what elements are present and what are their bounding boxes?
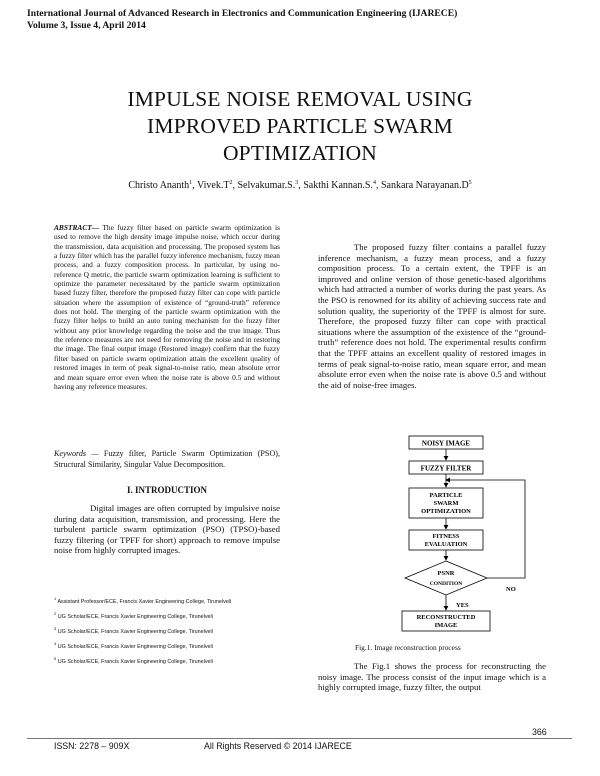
- noisy-image-label: NOISY IMAGE: [421, 439, 471, 448]
- title-line-3: OPTIMIZATION: [222, 141, 378, 165]
- body-paragraph: [318, 242, 546, 390]
- fitness-label-1: FITNESS: [432, 533, 460, 540]
- recon-label-1: RECONSTRUCTED: [416, 614, 476, 621]
- psnr-decision: [405, 561, 487, 595]
- journal-volume: Volume 3, Issue 4, April 2014: [27, 20, 146, 31]
- yes-label: YES: [456, 602, 469, 609]
- title-line-1: IMPULSE NOISE REMOVAL USING: [127, 87, 473, 111]
- intro-paragraph: [54, 503, 280, 556]
- author-sup: 1: [189, 180, 193, 186]
- fuzzy-filter-label: FUZZY FILTER: [420, 464, 472, 473]
- body-text: The proposed fuzzy filter contains a parallel fuzzy inference mechanism, a fuzzy mean process, and a fuzzy composition process. To a certain extent, the TPFF is an improved and online version of those genetic-based algorithms which had attracted a number of works during the past years. As the PSO is renowned for its ability of achieving success rate and solution quality, the superiority of the TPFF is almost for sure. Therefore, the proposed fuzzy filter can cope with practical situations where the assumption of the existence of the “ground-truth” reference does not hold. The experimental results confirm that the TPFF attains an excellent quality of restored images in terms of peak signal-to-noise ratio, mean square error, and mean absolute error even when the noise rate is above 0.5 and without the aid of noise-free images.: [318, 242, 546, 390]
- journal-name: International Journal of Advanced Research in Electronics and Communication Engineering (IJARECE): [27, 8, 458, 19]
- author-sup: 4: [372, 180, 376, 186]
- figure-caption: Fig.1. Image reconstruction process: [355, 643, 461, 652]
- author-list: Christo Ananth$^1$, $Vivek.T^2$, Selvakumar.S.$^3$, Sakthi Kannan.S.$^4$, Sankara $Narayanan.D^5$: [128, 180, 472, 191]
- author: Selvakumar.S.: [237, 180, 296, 191]
- footnote: $^5$ UG Scholar/ECE, Francis Xavier Engineering College, Tirunelveli: [54, 656, 213, 665]
- author: Sakthi Kannan.S.: [303, 180, 373, 191]
- section-heading: I. INTRODUCTION: [126, 485, 207, 495]
- pso-label-2: SWARM: [433, 500, 459, 507]
- paper-title: [0, 86, 600, 167]
- body-paragraph: [318, 661, 546, 693]
- journal-header: [27, 8, 457, 32]
- pso-label-3: OPTIMIZATION: [421, 508, 471, 515]
- recon-label-2: IMAGE: [434, 622, 458, 629]
- footer-rights: All Rights Reserved © 2014 IJARECE: [204, 741, 352, 751]
- title-line-2: IMPROVED PARTICLE SWARM: [147, 114, 453, 138]
- keywords-text: Fuzzy filter, Particle Swarm Optimization (PSO), Structural Similarity, Singular Value Decomposition.: [54, 449, 281, 469]
- author-sup: 2: [229, 180, 233, 186]
- author-sup: 3: [295, 180, 299, 186]
- abstract-text: The fuzzy filter based on particle swarm optimization is used to remove the high density image impulse noise, which occur during the transmission, data acquisition and processing. The proposed system has a fuzzy filter which has the parallel fuzzy inference mechanism, fuzzy mean process, and a fuzzy composition process. In particular, by using no-reference Q metric, the particle swarm optimization learning is sufficient to optimize the parameter necessitated by the particle swarm optimization based fuzzy filter, therefore the proposed fuzzy filter can cope with particle situation where the assumption of existence of “ground-truth” reference does not hold. The merging of the particle swarm optimization with the fuzzy filter helps to build an auto tuning mechanism for the fuzzy filter without any prior knowledge regarding the noise and the true image. Thus the reference measures are not need for removing the noise and in restoring the image. The final output image (Restored image) confirm that the fuzzy filter based on particle swarm optimization attain the excellent quality of restored images in term of peak signal-to-noise ratio, mean absolute error and mean square error even when the noise rate is above 0.5 and without having any reference measures.: [54, 223, 280, 391]
- author: Vivek.T: [196, 180, 230, 191]
- flowchart: [380, 432, 540, 637]
- footnote: $^2$ UG Scholar/ECE, Francis Xavier Engineering College, Tirunelveli: [54, 611, 213, 620]
- footnotes: [54, 598, 284, 673]
- footnote: $^4$ UG Scholar/ECE, Francis Xavier Engineering College, Tirunelveli: [54, 641, 213, 650]
- keywords: [54, 449, 280, 470]
- psnr-label-1: PSNR: [437, 570, 455, 577]
- pso-label-1: PARTICLE: [429, 492, 463, 499]
- abstract-label: ABSTRACT—: [54, 223, 100, 232]
- fitness-label-2: EVALUATION: [424, 541, 468, 548]
- footer-divider: [27, 738, 572, 739]
- footnote: $^1$ Assistant Professor/ECE, Francis Xavier Engineering College, Tirunelveli: [54, 596, 232, 605]
- no-label: NO: [506, 586, 516, 593]
- abstract: [54, 223, 280, 391]
- page-number: 366: [532, 727, 547, 737]
- footnote: $^3$ UG Scholar/ECE, Francis Xavier Engineering College, Tirunelveli: [54, 626, 213, 635]
- author-sup: 5: [468, 180, 472, 186]
- body-text: The Fig.1 shows the process for reconstructing the noisy image. The process consist of the input image which is a highly corrupted image, fuzzy filter, the output: [318, 661, 546, 693]
- intro-text: Digital images are often corrupted by impulsive noise during data acquisition, transmission, and processing. Here the turbulent particle swarm optimization (PSO) (TPSO)-based fuzzy filtering (or TPFF for short) approach to remove impulse noise from highly corrupted images.: [54, 503, 280, 556]
- author: Christo Ananth: [128, 180, 190, 191]
- author: Sankara Narayanan.D: [380, 180, 469, 191]
- footer-issn: ISSN: 2278 – 909X: [54, 741, 130, 751]
- psnr-label-2: CONDITION: [429, 581, 463, 587]
- keywords-label: Keywords —: [54, 449, 99, 458]
